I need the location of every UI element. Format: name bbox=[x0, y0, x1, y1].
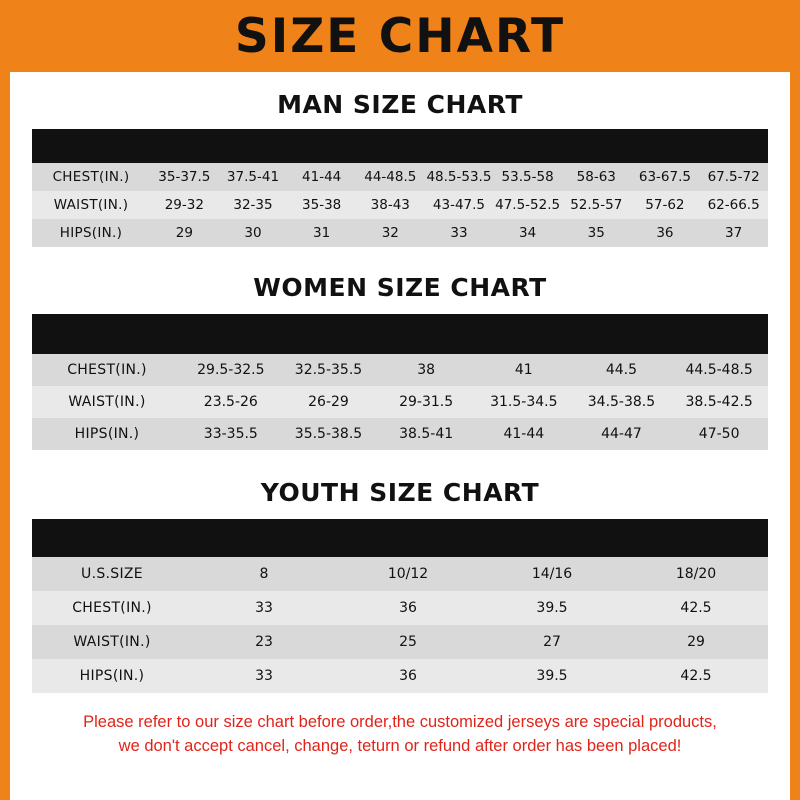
table-cell: 14/16 bbox=[531, 566, 573, 582]
table-cell: 44.5 bbox=[605, 362, 638, 378]
row-label: WAIST(IN.) bbox=[73, 634, 151, 650]
table-cell: 25 bbox=[399, 634, 417, 650]
table-cell: 29 bbox=[687, 634, 705, 650]
table-cell: 57-62 bbox=[645, 197, 685, 213]
table-cell: 36 bbox=[399, 600, 417, 616]
table-cell: 18/20 bbox=[675, 566, 717, 582]
table-cell: 62-66.5 bbox=[707, 197, 760, 213]
table-cell: 33-35.5 bbox=[203, 426, 258, 442]
table-cell: 41-44 bbox=[503, 426, 545, 442]
table-cell: 35-38 bbox=[302, 197, 342, 213]
table-row bbox=[32, 591, 768, 625]
column-header: S bbox=[178, 137, 190, 155]
table-header-row bbox=[32, 519, 768, 557]
column-header: YTH L bbox=[526, 528, 578, 548]
table-cell: 10/12 bbox=[387, 566, 429, 582]
table-cell: 47-50 bbox=[698, 426, 740, 442]
column-header: L bbox=[518, 324, 530, 344]
table-cell: 32 bbox=[381, 225, 399, 241]
table-cell: 41 bbox=[514, 362, 533, 378]
row-label: WAIST(IN.) bbox=[53, 197, 129, 213]
column-header: 3XL bbox=[511, 137, 544, 155]
youth-size-table bbox=[32, 519, 768, 693]
column-header: 4XL bbox=[580, 137, 613, 155]
men-section bbox=[32, 90, 768, 247]
column-header: XS bbox=[218, 324, 244, 344]
table-cell: 38.5-42.5 bbox=[685, 394, 753, 410]
youth-section-title: YOUTH SIZE CHART bbox=[260, 478, 540, 507]
table-header-row bbox=[32, 129, 768, 163]
column-header: 6XL bbox=[717, 137, 750, 155]
column-header: 2XL bbox=[443, 137, 475, 155]
table-cell: 35.5-38.5 bbox=[294, 426, 363, 442]
table-cell: 48.5-53.5 bbox=[426, 169, 492, 185]
table-cell: 31 bbox=[313, 225, 331, 241]
women-size-table bbox=[32, 314, 768, 450]
table-cell: 52.5-57 bbox=[570, 197, 623, 213]
table-cell: 29-31.5 bbox=[399, 394, 454, 410]
table-cell: 23.5-26 bbox=[203, 394, 258, 410]
row-label: HIPS(IN.) bbox=[74, 426, 140, 442]
table-cell: 36 bbox=[656, 225, 674, 241]
table-cell: 44-48.5 bbox=[364, 169, 417, 185]
table-row bbox=[32, 625, 768, 659]
column-header: XXL bbox=[700, 324, 738, 344]
table-cell: 37.5-41 bbox=[226, 169, 280, 185]
table-row bbox=[32, 354, 768, 386]
column-header: L bbox=[316, 137, 327, 155]
table-cell: 63-67.5 bbox=[638, 169, 691, 185]
table-cell: 8 bbox=[259, 566, 269, 582]
column-header: M bbox=[417, 324, 435, 344]
table-cell: 42.5 bbox=[680, 668, 712, 684]
order-policy-note bbox=[32, 711, 768, 759]
table-row bbox=[32, 557, 768, 591]
table-cell: 47.5-52.5 bbox=[495, 197, 561, 213]
table-cell: 43-47.5 bbox=[432, 197, 485, 213]
column-header: WOMEN'S bbox=[46, 324, 147, 344]
table-cell: 44.5-48.5 bbox=[685, 362, 753, 378]
table-row bbox=[32, 386, 768, 418]
table-cell: 29 bbox=[175, 225, 193, 241]
content bbox=[10, 90, 790, 759]
table-cell: 23 bbox=[255, 634, 273, 650]
column-header: YOUTH bbox=[46, 528, 113, 548]
row-label: U.S.SIZE bbox=[81, 566, 143, 582]
table-cell: 53.5-58 bbox=[501, 169, 554, 185]
column-header: XL bbox=[379, 137, 401, 155]
column-header: YTH XL bbox=[664, 528, 728, 548]
note-line-1: Please refer to our size chart before order,the customized jerseys are special products, bbox=[83, 713, 717, 731]
table-cell: 26-29 bbox=[308, 394, 349, 410]
page-title: SIZE CHART bbox=[234, 8, 566, 64]
table-cell: 44-47 bbox=[601, 426, 642, 442]
table-cell: 35-37.5 bbox=[158, 169, 211, 185]
table-cell: 36 bbox=[399, 668, 417, 684]
column-header: M bbox=[245, 137, 261, 155]
table-row bbox=[32, 219, 768, 247]
row-label: CHEST(IN.) bbox=[67, 362, 147, 378]
women-section-title: WOMEN SIZE CHART bbox=[253, 273, 547, 302]
table-cell: 37 bbox=[725, 225, 743, 241]
row-label: CHEST(IN.) bbox=[52, 169, 130, 185]
table-cell: 41-44 bbox=[302, 169, 342, 185]
table-cell: 34.5-38.5 bbox=[587, 394, 656, 410]
table-cell: 39.5 bbox=[536, 668, 568, 684]
women-section bbox=[32, 273, 768, 450]
note-line-2: we don't accept cancel, change, teturn or refund after order has been placed! bbox=[118, 736, 682, 755]
table-row bbox=[32, 191, 768, 219]
table-cell: 38.5-41 bbox=[399, 426, 454, 442]
table-cell: 34 bbox=[519, 225, 537, 241]
column-header: XL bbox=[609, 324, 634, 344]
banner bbox=[0, 0, 800, 72]
table-cell: 27 bbox=[543, 634, 561, 650]
table-cell: 32.5-35.5 bbox=[294, 362, 363, 378]
table-row bbox=[32, 418, 768, 450]
row-label: CHEST(IN.) bbox=[72, 600, 152, 616]
column-header: MEN'S bbox=[46, 136, 112, 156]
table-row bbox=[32, 163, 768, 191]
table-row bbox=[32, 659, 768, 693]
row-label: HIPS(IN.) bbox=[59, 225, 123, 241]
column-header: 5XL bbox=[649, 137, 681, 155]
column-header: YTH M bbox=[379, 528, 437, 548]
men-section-title: MAN SIZE CHART bbox=[277, 90, 523, 119]
table-cell: 32-35 bbox=[233, 197, 273, 213]
men-size-table bbox=[32, 129, 768, 247]
table-cell: 35 bbox=[587, 225, 605, 241]
column-header: S bbox=[322, 324, 335, 344]
table-cell: 39.5 bbox=[536, 600, 568, 616]
row-label: WAIST(IN.) bbox=[68, 394, 146, 410]
table-cell: 33 bbox=[255, 668, 273, 684]
table-cell: 33 bbox=[255, 600, 273, 616]
table-header-row bbox=[32, 314, 768, 354]
column-header: YTH S bbox=[237, 528, 291, 548]
table-cell: 31.5-34.5 bbox=[490, 394, 558, 410]
table-cell: 58-63 bbox=[576, 169, 616, 185]
table-cell: 30 bbox=[244, 225, 262, 241]
table-cell: 67.5-72 bbox=[707, 169, 760, 185]
youth-section bbox=[32, 478, 768, 693]
table-cell: 42.5 bbox=[680, 600, 712, 616]
table-cell: 38-43 bbox=[370, 197, 410, 213]
row-label: HIPS(IN.) bbox=[79, 668, 145, 684]
table-cell: 38 bbox=[417, 362, 436, 378]
table-cell: 29.5-32.5 bbox=[197, 362, 265, 378]
table-cell: 29-32 bbox=[164, 197, 204, 213]
table-cell: 33 bbox=[450, 225, 468, 241]
